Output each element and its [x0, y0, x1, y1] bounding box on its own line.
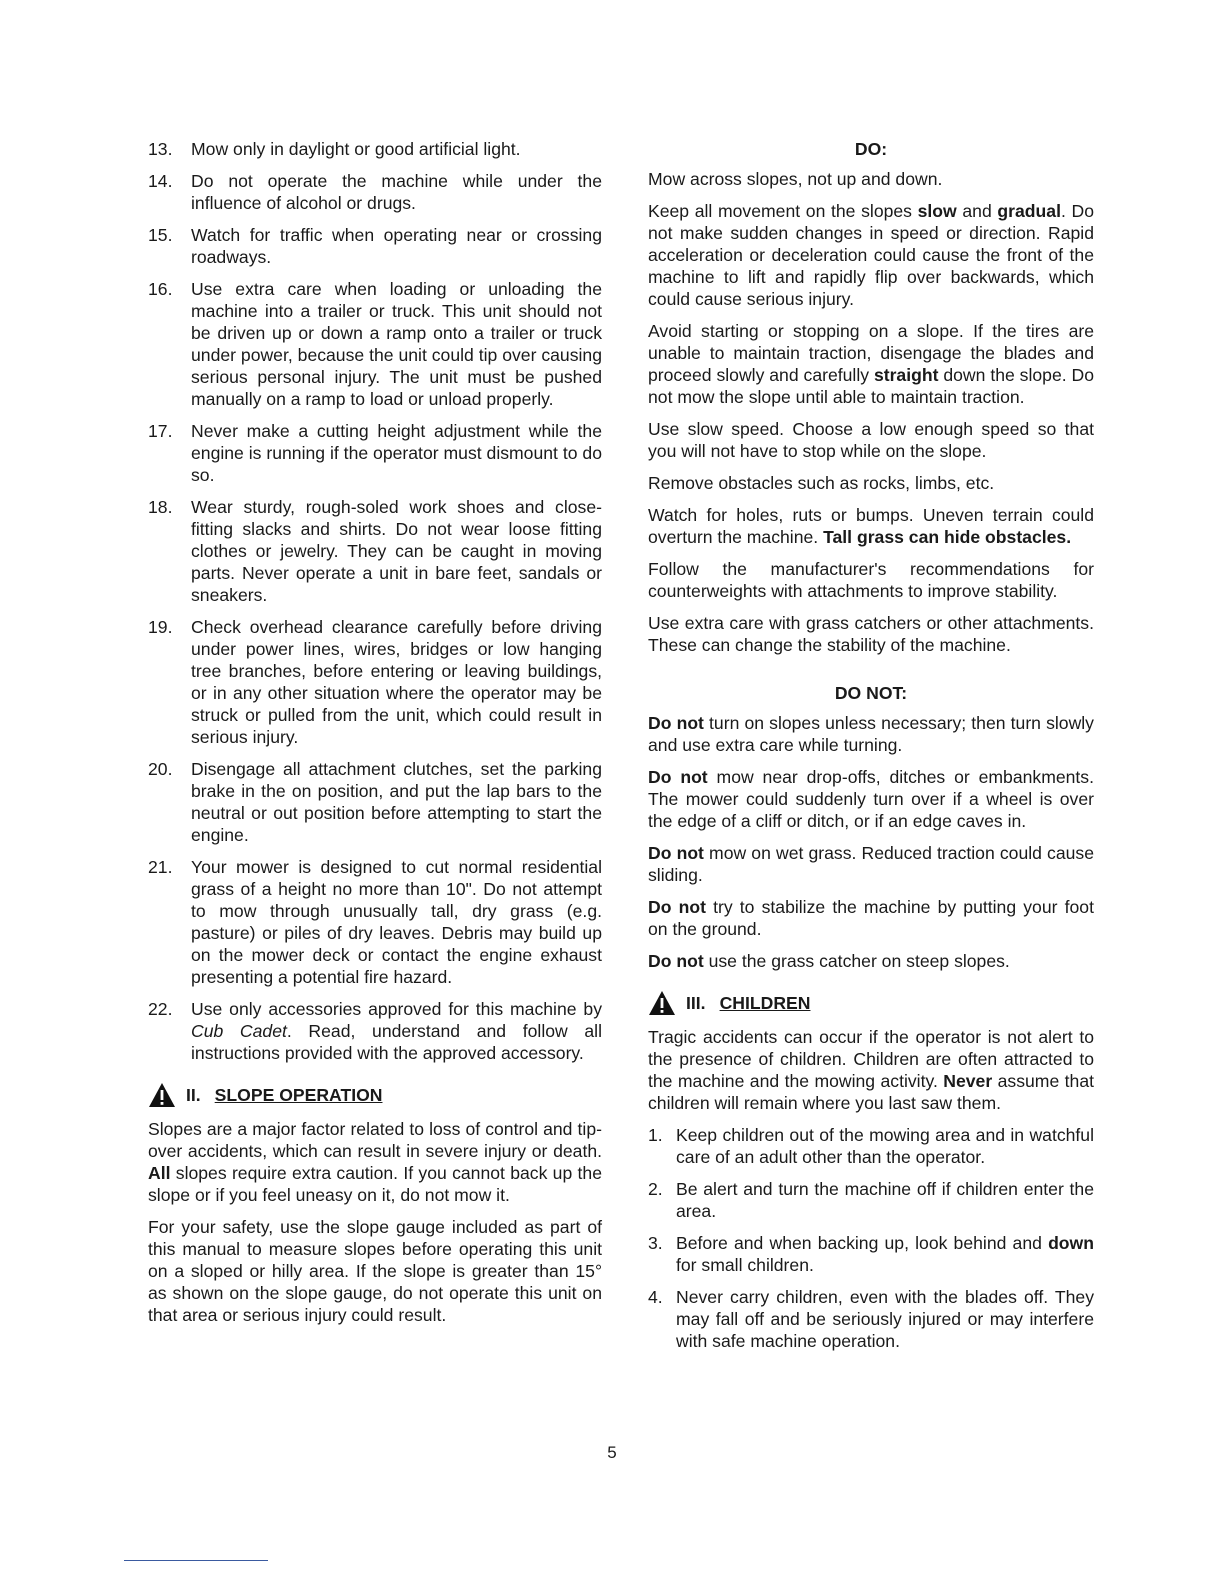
list-item	[148, 496, 602, 606]
item-number: 17.	[148, 421, 173, 441]
text-part: use the grass catcher on steep slopes.	[703, 951, 1010, 971]
brand-name: Cub Cadet	[191, 1021, 287, 1041]
list-item	[148, 856, 602, 988]
emphasis: Do not	[648, 951, 704, 971]
section-number: III.	[686, 993, 706, 1013]
children-list	[648, 1124, 1094, 1352]
children-heading	[648, 990, 1094, 1016]
list-item	[148, 138, 602, 160]
item-text: Never make a cutting height adjustment while the engine is running if the operator must dismount to do so.	[191, 421, 602, 485]
right-column	[648, 138, 1094, 1362]
text-part: slopes require extra caution. If you cannot back up the slope or if you feel uneasy on it, do not mow it.	[148, 1163, 602, 1205]
item-number: 4.	[648, 1287, 663, 1307]
item-text: Disengage all attachment clutches, set the parking brake in the on position, and put the lap bars to the neutral or out position before attempting to start the engine.	[191, 759, 602, 845]
list-item	[148, 278, 602, 410]
text-part: turn on slopes unless necessary; then turn slowly and use extra care while turning.	[648, 713, 1094, 755]
item-number: 22.	[148, 999, 173, 1019]
do-not-heading: DO NOT:	[834, 683, 908, 703]
item-number: 18.	[148, 497, 173, 517]
warning-triangle-icon	[648, 990, 676, 1016]
list-item	[148, 998, 602, 1064]
do-paragraph: Use slow speed. Choose a low enough speed so that you will not have to stop while on the slope.	[648, 419, 1094, 461]
text-part: . Do not make sudden changes in speed or direction. Rapid acceleration or deceleration could cause the front of the machine to lift and rapidly flip over backwards, which could cause serious injury.	[648, 201, 1094, 309]
text-part: Keep all movement on the slopes	[648, 201, 918, 221]
item-text: Use extra care when loading or unloading the machine into a trailer or truck. This unit should not be driven up or down a ramp onto a trailer or truck under power, because the unit could tip over causing serious personal injury. The unit must be pushed manually on a ramp to load or unload properly.	[191, 279, 602, 409]
do-paragraph	[648, 504, 1094, 548]
do-paragraph: Mow across slopes, not up and down.	[648, 169, 943, 189]
text-part: and	[956, 201, 998, 221]
item-number: 19.	[148, 617, 173, 637]
do-paragraph	[648, 320, 1094, 408]
emphasis: Do not	[648, 713, 704, 733]
slope-paragraph-2: For your safety, use the slope gauge included as part of this manual to measure slopes before operating this unit on a sloped or hilly area. If the slope is greater than 15° as shown on the slope gauge, do not operate this unit on that area or serious injury could result.	[148, 1217, 602, 1325]
do-not-paragraph	[648, 896, 1094, 940]
item-number: 3.	[648, 1233, 663, 1253]
section-title: CHILDREN	[719, 993, 811, 1013]
item-text: Check overhead clearance carefully before driving under power lines, wires, bridges or low hanging tree branches, before entering or leaving buildings, or in any other situation where the operator may be struck or pulled from the unit, which could result in serious injury.	[191, 617, 602, 747]
text-part: Avoid starting or stopping on a slope. If the tires are unable to maintain traction, disengage the blades and proceed slowly and carefully	[648, 321, 1094, 385]
slope-paragraph-1	[148, 1118, 602, 1206]
item-text: Mow only in daylight or good artificial light.	[191, 139, 521, 159]
item-text: Do not operate the machine while under the influence of alcohol or drugs.	[191, 171, 602, 213]
slope-operation-heading	[148, 1082, 602, 1108]
text-part: try to stabilize the machine by putting your foot on the ground.	[648, 897, 1094, 939]
footnote-rule	[124, 1560, 268, 1561]
list-item	[148, 616, 602, 748]
item-text: Wear sturdy, rough-soled work shoes and close-fitting slacks and shirts. Do not wear loose fitting clothes or jewelry. They can be caught in moving parts. Never operate a unit in bare feet, sandals or sneakers.	[191, 497, 602, 605]
item-number: 13.	[148, 139, 173, 159]
do-not-paragraph	[648, 842, 1094, 886]
emphasis: Never	[943, 1071, 993, 1091]
list-item	[148, 420, 602, 486]
item-text	[676, 1178, 1094, 1222]
item-text-part: . Read, understand and follow all instructions provided with the approved accessory.	[191, 1021, 602, 1063]
item-text	[676, 1124, 1094, 1168]
list-item	[148, 224, 602, 268]
item-text	[676, 1286, 1094, 1352]
item-number: 2.	[648, 1179, 663, 1199]
item-text	[676, 1232, 1094, 1276]
safety-rules-list	[148, 138, 602, 1064]
item-number: 16.	[148, 279, 173, 299]
emphasis: gradual	[997, 201, 1061, 221]
item-text: Your mower is designed to cut normal residential grass of a height no more than 10". Do not attempt to mow through unusually tall, dry grass (e.g. pasture) or piles of dry leaves. Debris may build up on the mower deck or contact the engine exhaust presenting a potential fire hazard.	[191, 857, 602, 987]
list-item	[648, 1178, 1094, 1222]
text-part: Never carry children, even with the blades off. They may fall off and be seriously injured or may interfere with safe machine operation.	[676, 1287, 1094, 1351]
text-part: for small children.	[676, 1255, 814, 1275]
do-not-paragraph	[648, 766, 1094, 832]
text-part: assume that children will remain where you last saw them.	[648, 1071, 1094, 1113]
text-part: Keep children out of the mowing area and in watchful care of an adult other than the operator.	[676, 1125, 1094, 1167]
warning-triangle-icon	[148, 1082, 176, 1108]
text-part: Tragic accidents can occur if the operator is not alert to the presence of children. Children are often attracted to the machine and the mowing activity.	[648, 1027, 1094, 1091]
do-paragraph: Follow the manufacturer's recommendations for counterweights with attachments to improve stability.	[648, 559, 1094, 601]
item-text	[191, 998, 602, 1064]
item-text-part: Use only accessories approved for this machine by	[191, 999, 602, 1019]
children-paragraph	[648, 1026, 1094, 1114]
list-item	[148, 170, 602, 214]
item-number: 20.	[148, 759, 173, 779]
item-text: Watch for traffic when operating near or crossing roadways.	[191, 225, 602, 267]
item-number: 1.	[648, 1125, 663, 1145]
do-paragraph	[648, 200, 1094, 310]
text-part: mow near drop-offs, ditches or embankments. The mower could suddenly turn over if a wheel is over the edge of a cliff or ditch, or if an edge caves in.	[648, 767, 1094, 831]
item-number: 21.	[148, 857, 173, 877]
text-part: down the slope. Do not mow the slope until able to maintain traction.	[648, 365, 1095, 407]
emphasis: Tall grass can hide obstacles.	[823, 527, 1072, 547]
list-item	[648, 1232, 1094, 1276]
do-heading: DO:	[854, 139, 888, 159]
emphasis: Do not	[648, 767, 708, 787]
do-paragraph: Remove obstacles such as rocks, limbs, etc.	[648, 473, 995, 493]
left-column	[148, 138, 602, 1336]
list-item	[648, 1286, 1094, 1352]
emphasis: All	[148, 1163, 171, 1183]
do-not-paragraph	[648, 950, 1094, 972]
emphasis: down	[1048, 1233, 1094, 1253]
do-not-paragraph	[648, 712, 1094, 756]
text-part: mow on wet grass. Reduced traction could cause sliding.	[648, 843, 1094, 885]
page-number: 5	[607, 1443, 617, 1462]
text-part: Watch for holes, ruts or bumps. Uneven terrain could overturn the machine.	[648, 505, 1094, 547]
do-paragraph: Use extra care with grass catchers or other attachments. These can change the stability of the machine.	[648, 613, 1094, 655]
emphasis: slow	[917, 201, 957, 221]
list-item	[648, 1124, 1094, 1168]
emphasis: Do not	[648, 843, 704, 863]
text-part: Slopes are a major factor related to loss of control and tip-over accidents, which can result in severe injury or death.	[148, 1119, 602, 1161]
list-item	[148, 758, 602, 846]
item-number: 15.	[148, 225, 173, 245]
section-title: SLOPE OPERATION	[214, 1085, 383, 1105]
item-number: 14.	[148, 171, 173, 191]
emphasis: Do not	[648, 897, 706, 917]
text-part: Be alert and turn the machine off if children enter the area.	[676, 1179, 1094, 1221]
text-part: Before and when backing up, look behind and	[676, 1233, 1049, 1253]
emphasis: straight	[873, 365, 939, 385]
section-number: II.	[186, 1085, 201, 1105]
